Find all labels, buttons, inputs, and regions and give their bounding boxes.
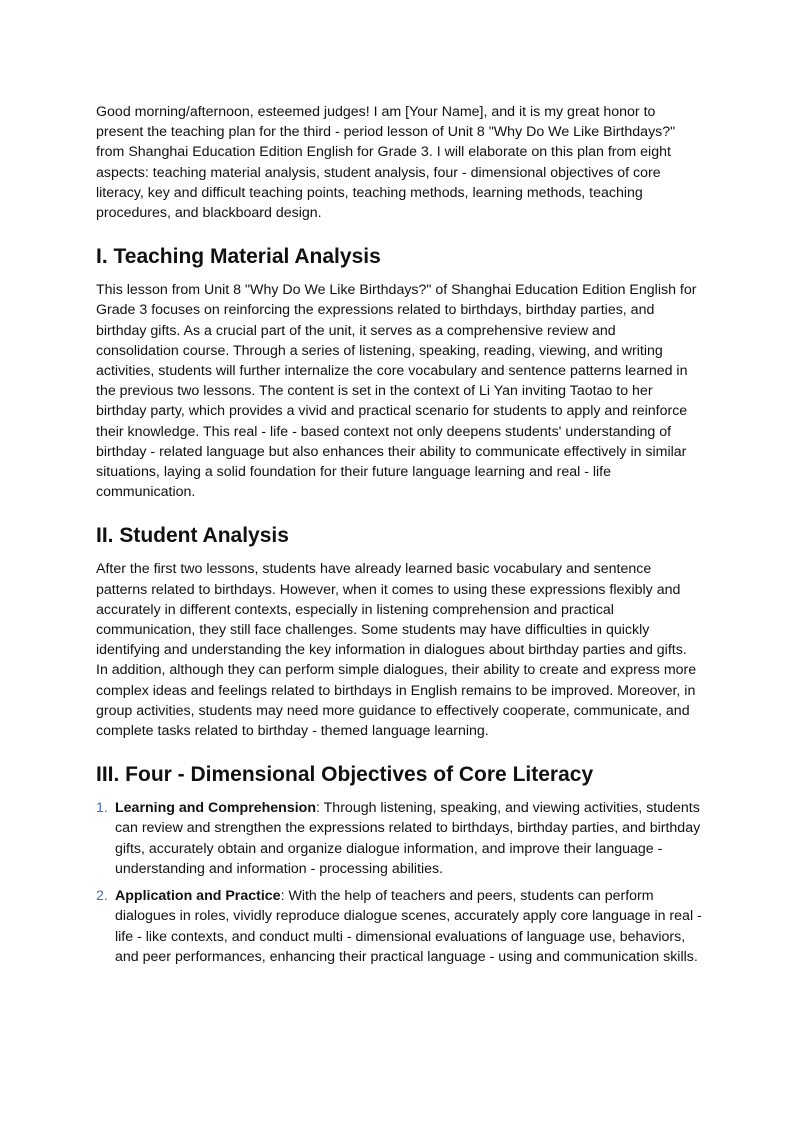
section-heading-teaching-material-analysis: I. Teaching Material Analysis [96, 245, 381, 269]
list-item-term: Learning and Comprehension [115, 800, 317, 817]
list-item [96, 886, 702, 967]
section-heading-student-analysis: II. Student Analysis [96, 524, 289, 548]
list-item-number: 1. [96, 800, 108, 817]
list-item-number: 2. [96, 888, 108, 905]
teaching-material-analysis-paragraph: This lesson from Unit 8 "Why Do We Like Birthdays?" of Shanghai Education Edition English for Grade 3 focuses on reinforcing the expressions related to birthdays, birthday parties, and birthday gifts. As a crucial part of the unit, it serves as a comprehensive review and consolidation course. Through a series of listening, speaking, reading, viewing, and writing activities, students will further internalize the core vocabulary and sentence patterns learned in the previous two lessons. The content is set in the context of Li Yan inviting Taotao to her birthday party, which provides a vivid and practical scenario for students to apply and reinforce their knowledge. This real - life - based context not only deepens students' understanding of birthday - related language but also enhances their ability to communicate effectively in similar situations, laying a solid foundation for their future language learning and real - life communication. [96, 282, 697, 501]
intro-paragraph: Good morning/afternoon, esteemed judges! I am [Your Name], and it is my great honor to present the teaching plan for the third - period lesson of Unit 8 "Why Do We Like Birthdays?" from Shanghai Education Edition English for Grade 3. I will elaborate on this plan from eight aspects: teaching material analysis, student analysis, four - dimensional objectives of core literacy, key and difficult teaching points, teaching methods, learning methods, teaching procedures, and blackboard design. [96, 104, 676, 222]
objectives-list [96, 798, 702, 967]
list-item-text: : With the help of teachers and peers, students can perform dialogues in roles, vividly reproduce dialogue scenes, accurately apply core language in real - life - like contexts, and conduct multi - dimensional evaluations of language use, behaviors, and peer performances, enhancing their practical language - using and communication skills. [115, 888, 702, 965]
list-item-text: : Through listening, speaking, and viewing activities, students can review and strengthen the expressions related to birthdays, birthday parties, and birthday gifts, accurately obtain and organize dialogue information, and improve their language - understanding and information - processing abilities. [115, 800, 701, 877]
section-heading-core-literacy-objectives: III. Four - Dimensional Objectives of Core Literacy [96, 763, 594, 787]
list-item-term: Application and Practice [115, 888, 281, 905]
document-page [96, 102, 702, 974]
student-analysis-paragraph: After the first two lessons, students have already learned basic vocabulary and sentence patterns related to birthdays. However, when it comes to using these expressions flexibly and accurately in different contexts, especially in listening comprehension and practical communication, they still face challenges. Some students may have difficulties in quickly identifying and understanding the key information in dialogues about birthday parties and gifts. In addition, although they can perform simple dialogues, their ability to create and express more complex ideas and feelings related to birthdays in English remains to be improved. Moreover, in group activities, students may need more guidance to effectively cooperate, communicate, and complete tasks related to birthday - themed language learning. [96, 561, 697, 740]
list-item [96, 798, 702, 879]
